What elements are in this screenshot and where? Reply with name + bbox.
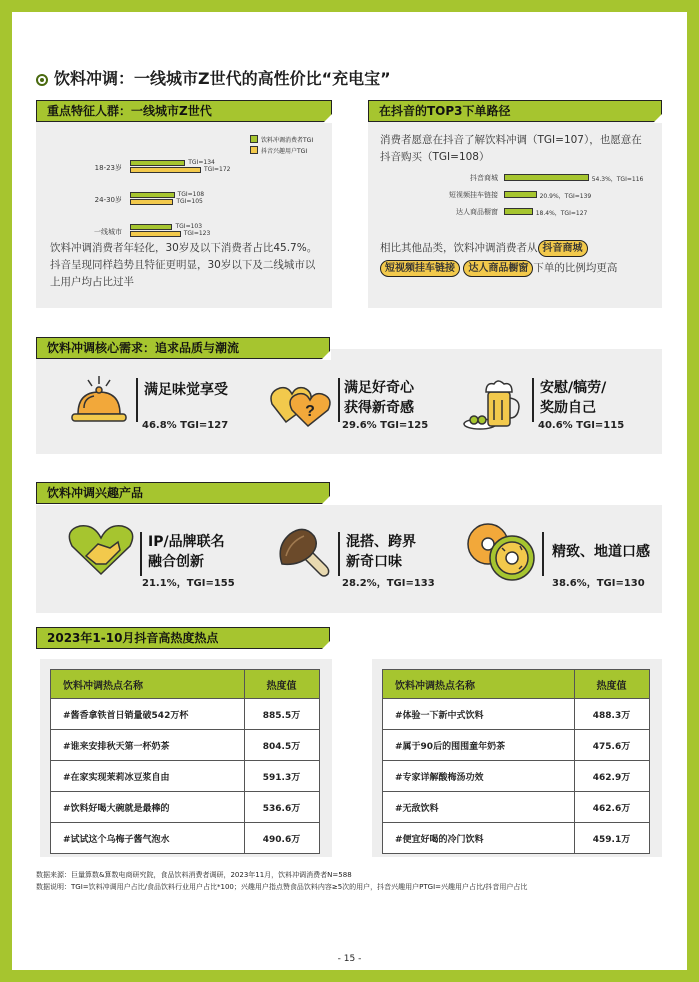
path-value-label: 20.9%，TGI=139 [539, 193, 592, 200]
table-row [51, 730, 320, 761]
purchase-intro: 消费者愿意在抖音了解饮料冲调（TGI=107），也愿意在抖音购买（TGI=108） [380, 134, 642, 163]
page [12, 12, 687, 970]
interest-3-title: 精致、地道口感 [552, 544, 650, 560]
needs-tag: 饮料冲调核心需求：追求品质与潮流 [36, 337, 330, 359]
need-1-title: 满足味觉享受 [144, 382, 228, 398]
topic-name: #体验一下新中式饮料 [383, 699, 575, 730]
topic-name: #在家实现茉莉冰豆浆自由 [51, 761, 245, 792]
bar-value-label: TGI=172 [203, 166, 231, 173]
topic-name: #无敌饮料 [383, 792, 575, 823]
topic-name: #试试这个乌梅子酱气泡水 [51, 823, 245, 854]
pill-short-video-link: 短视频挂车链接 [380, 260, 460, 277]
table-row [51, 792, 320, 823]
data-source: 数据来源：巨量算数&算数电商研究院，食品饮料消费者调研，2023年11月，饮料冲调消费者N=588 [36, 871, 352, 879]
topic-heat: 462.6万 [575, 792, 650, 823]
table-row [383, 761, 650, 792]
table-row [383, 699, 650, 730]
hot-table-right [382, 669, 650, 854]
interest-2-stat: 28.2%，TGI=133 [342, 578, 435, 589]
table-row [51, 823, 320, 854]
chart-legend [250, 135, 313, 157]
legend-label-2: 抖音兴趣用户TGI [261, 148, 308, 155]
category-label: 24-30岁 [94, 196, 122, 204]
col-header-value: 热度值 [245, 670, 320, 699]
path-bar [504, 174, 589, 181]
mushroom-icon [276, 526, 332, 580]
purchase-path-chart [380, 172, 652, 232]
col-header-name: 饮料冲调热点名称 [51, 670, 245, 699]
topic-heat: 462.9万 [575, 761, 650, 792]
beer-mug-icon [460, 376, 526, 432]
bar-value-label: TGI=134 [188, 159, 215, 166]
bar-value-label: TGI=123 [183, 230, 211, 237]
bar-interest-tgi [130, 199, 173, 205]
hot-table-left [50, 669, 320, 854]
topic-heat: 591.3万 [245, 761, 320, 792]
divider [542, 532, 544, 576]
need-3-title: 安慰/犒劳/ 奖励自己 [540, 380, 607, 416]
path-value-label: 54.3%，TGI=116 [591, 176, 644, 183]
topic-name: #酱香拿铁首日销量破542万杯 [51, 699, 245, 730]
topic-name: #饮料好喝大碗就是最棒的 [51, 792, 245, 823]
divider [338, 532, 340, 576]
path-label: 短视频挂车链接 [449, 191, 498, 199]
hot-table-left-panel [40, 659, 332, 857]
col-header-name: 饮料冲调热点名称 [383, 670, 575, 699]
need-2-stat: 29.6% TGI=125 [342, 420, 429, 431]
topic-heat: 488.3万 [575, 699, 650, 730]
topic-heat: 804.5万 [245, 730, 320, 761]
category-label: 18-23岁 [94, 164, 122, 172]
bar-consumer-tgi [130, 224, 172, 230]
need-2-title: 满足好奇心 获得新奇感 [344, 380, 414, 416]
interest-1-title: IP/品牌联名 融合创新 [148, 534, 225, 570]
table-row [383, 823, 650, 854]
topic-heat: 475.6万 [575, 730, 650, 761]
table-row [51, 699, 320, 730]
divider [338, 378, 340, 422]
audience-tag: 重点特征人群：一线城市Z世代 [36, 100, 332, 122]
divider [140, 532, 142, 576]
interests-tag: 饮料冲调兴趣产品 [36, 482, 330, 504]
bar-interest-tgi [130, 231, 181, 237]
table-row [383, 792, 650, 823]
purchase-conclusion: 相比其他品类，饮料冲调消费者从 抖音商城 短视频挂车链接 达人商品橱窗 下单的比例均更高 [380, 238, 656, 278]
food-cloche-icon [68, 372, 130, 430]
topic-name: #谁来安排秋天第一杯奶茶 [51, 730, 245, 761]
handshake-heart-icon [66, 520, 136, 578]
interest-1-stat: 21.1%，TGI=155 [142, 578, 235, 589]
category-label: 一线城市 [94, 228, 122, 236]
data-note: 数据说明：TGI=饮料冲调用户占比/食品饮料行业用户占比*100；兴趣用户指点赞食品饮料内容≥5次的用户，抖音兴趣用户PTGI=兴趣用户占比/抖音用户占比 [36, 883, 528, 891]
topic-heat: 459.1万 [575, 823, 650, 854]
path-value-label: 18.4%，TGI=127 [535, 210, 588, 217]
path-label: 达人商品橱窗 [456, 208, 498, 216]
donut-icon [464, 518, 538, 584]
topic-name: #属于90后的囤囤童年奶茶 [383, 730, 575, 761]
page-title: 饮料冲调：一线城市Z世代的高性价比“充电宝” [36, 66, 391, 89]
legend-label-1: 饮料冲调消费者TGI [261, 137, 314, 144]
path-bar [504, 208, 533, 215]
hearts-question-icon [268, 376, 334, 430]
divider [532, 378, 534, 422]
pill-influencer-window: 达人商品橱窗 [463, 260, 533, 277]
page-number: - 15 - [337, 954, 362, 964]
purchase-path-tag: 在抖音的TOP3下单路径 [368, 100, 662, 122]
target-icon [36, 74, 48, 86]
bar-consumer-tgi [130, 192, 175, 198]
bar-consumer-tgi [130, 160, 185, 166]
bar-value-label: TGI=105 [176, 198, 203, 205]
table-row [51, 761, 320, 792]
hot-topics-tag: 2023年1-10月抖音高热度热点 [36, 627, 330, 649]
divider [136, 378, 138, 422]
need-3-stat: 40.6% TGI=115 [538, 420, 625, 431]
bar-value-label: TGI=103 [175, 223, 203, 230]
hot-table-right-panel [372, 659, 662, 857]
col-header-value: 热度值 [575, 670, 650, 699]
pill-douyin-mall: 抖音商城 [538, 240, 588, 257]
need-1-stat: 46.8% TGI=127 [142, 420, 229, 431]
tgi-bar-chart [36, 142, 256, 242]
audience-description: 饮料冲调消费者年轻化，30岁及以下消费者占比45.7%。抖音呈现同样趋势且特征更明显，30岁以下及二线城市以上用户均占比过半 [50, 242, 318, 288]
interest-2-title: 混搭、跨界 新奇口味 [346, 534, 416, 570]
topic-heat: 885.5万 [245, 699, 320, 730]
topic-heat: 536.6万 [245, 792, 320, 823]
path-bar [504, 191, 537, 198]
table-row [383, 730, 650, 761]
bar-interest-tgi [130, 167, 201, 173]
bar-value-label: TGI=108 [177, 191, 205, 198]
topic-name: #专家详解酸梅汤功效 [383, 761, 575, 792]
topic-heat: 490.6万 [245, 823, 320, 854]
interest-3-stat: 38.6%，TGI=130 [552, 578, 645, 589]
topic-name: #便宜好喝的冷门饮料 [383, 823, 575, 854]
path-label: 抖音商城 [470, 174, 498, 182]
svg-text:?: ? [305, 403, 315, 420]
